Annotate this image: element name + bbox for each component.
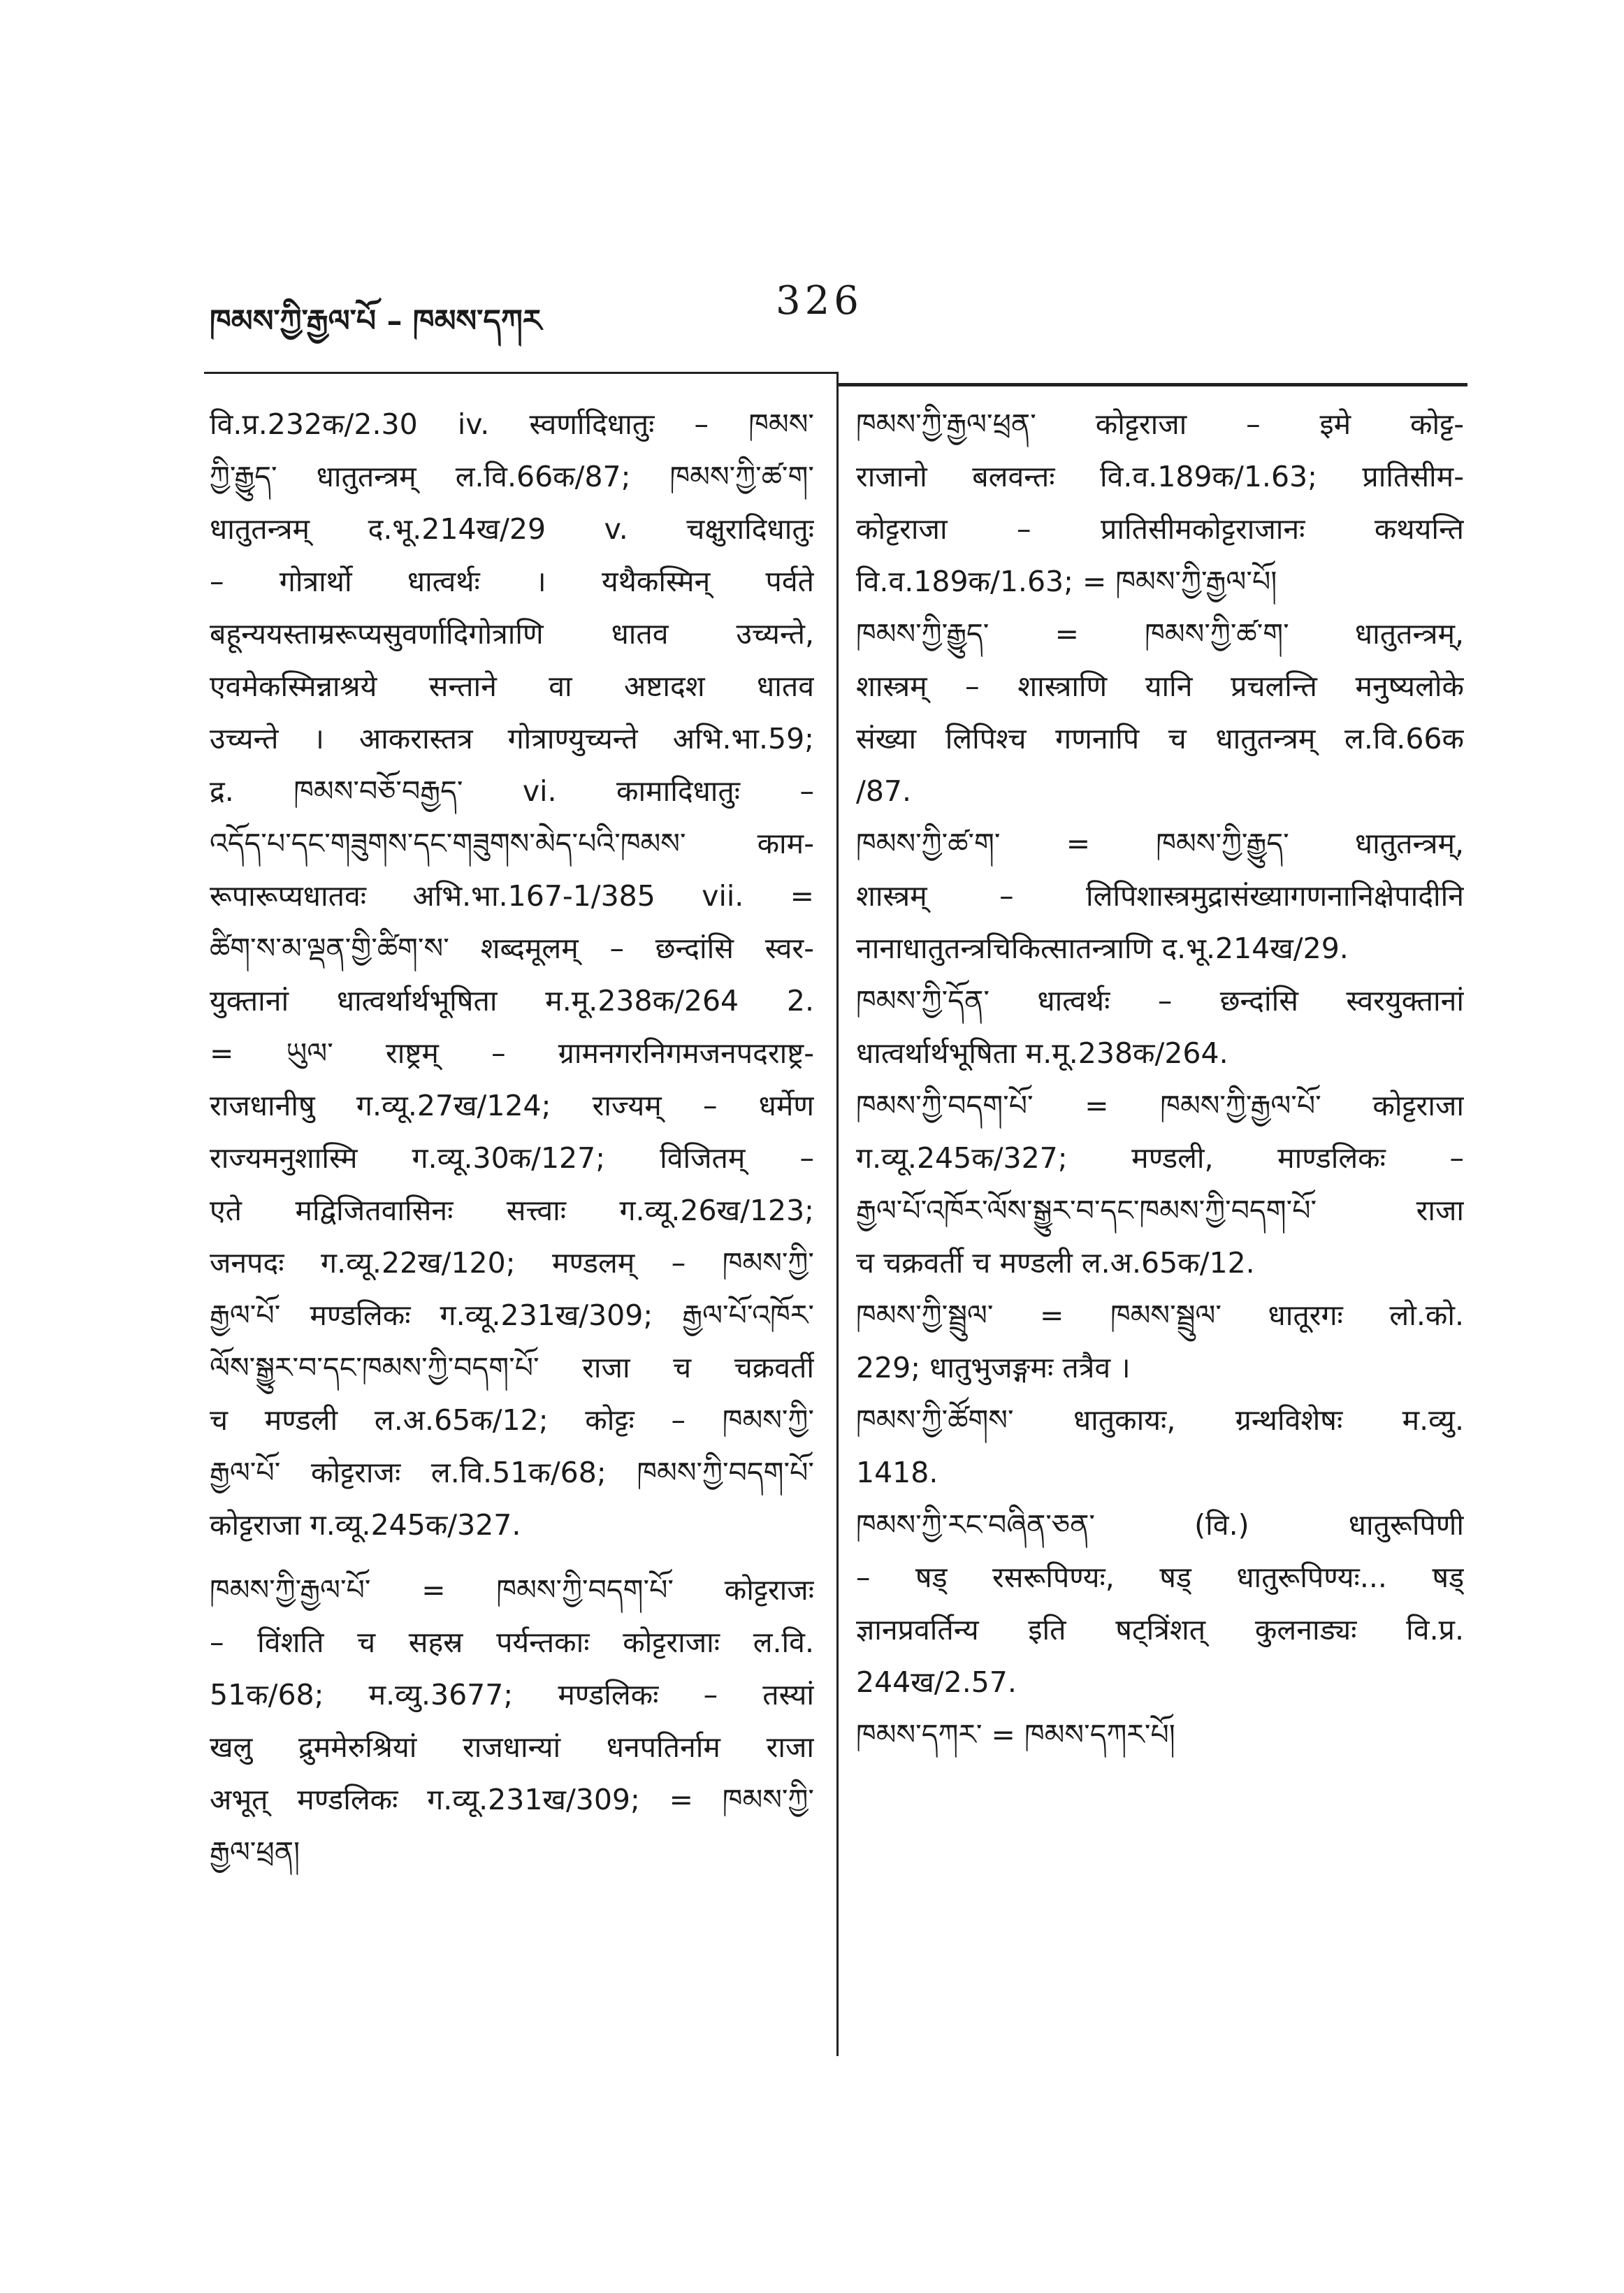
- text-line: उच्यन्ते । आकरास्तत्र गोत्राण्युच्यन्ते अभि.भा.59;: [210, 722, 814, 755]
- column-divider: [836, 372, 839, 2056]
- text-line: 1418.: [856, 1456, 938, 1489]
- text-line: འདོད་པ་དང་གཟུགས་དང་གཟུགས་མེད་པའི་ཁམས་ काम-: [210, 827, 814, 860]
- text-line: = ཡུལ་ राष्ट्रम् – ग्रामनगरनिगमजनपदराष्ट्र-: [210, 1036, 814, 1070]
- text-line: – विंशति च सहस्र पर्यन्तकाः कोट्टराजाः ल.वि.: [210, 1626, 814, 1659]
- text-line: धातुतन्त्रम् द.भू.214ख/29 v. चक्षुरादिधातुः: [210, 512, 814, 546]
- text-line: शास्त्रम् – लिपिशास्त्रमुद्रासंख्यागणनानिक्षेपादीनि: [856, 879, 1464, 913]
- entry-headword-line: ཁམས་ཀྱི་རང་བཞིན་ཅན་ (वि.) धातुरूपिणी: [856, 1508, 1464, 1542]
- entry-headword-line: ཁམས་ཀྱི་བདག་པོ་ = ཁམས་ཀྱི་རྒྱལ་པོ་ कोट्टराजा: [856, 1089, 1464, 1122]
- text-line: – षड् रसरूपिण्यः, षड् धातुरूपिण्यः... षड्: [856, 1561, 1464, 1594]
- entry-headword-line: ཁམས་ཀྱི་ཚོགས་ धातुकायः, ग्रन्थविशेषः म.व्यु.: [856, 1403, 1464, 1437]
- text-line: राज्यमनुशास्मि ग.व्यू.30क/127; विजितम् –: [210, 1141, 814, 1175]
- text-line: च चक्रवर्ती च मण्डली ल.अ.65क/12.: [856, 1246, 1255, 1280]
- left-column: [210, 398, 814, 1879]
- entry-headword-line: ཁམས་ཀྱི་སྦྲུལ་ = ཁམས་སྦྲུལ་ धातूरगः लो.को.: [856, 1299, 1464, 1332]
- text-line: /87.: [856, 774, 912, 808]
- text-line: शास्त्रम् – शास्त्राणि यानि प्रचलन्ति मनुष्यलोके: [856, 670, 1464, 703]
- text-line: रूपारूप्यधातवः अभि.भा.167-1/385 vii. =: [210, 879, 814, 913]
- text-line: कोट्टराजा – प्रातिसीमकोट्टराजानः कथयन्ति: [856, 512, 1464, 546]
- header-rule-right: [839, 383, 1467, 386]
- right-column: [856, 398, 1464, 1761]
- text-line: बहून्ययस्ताम्ररूप्यसुवर्णादिगोत्राणि धातव उच्यन्ते,: [210, 617, 814, 651]
- text-line: कोट्टराजा ग.व्यू.245क/327.: [210, 1508, 521, 1542]
- header-rule-left: [204, 372, 836, 374]
- entry-headword-line: ཁམས་ཀྱི་རྒྱུད་ = ཁམས་ཀྱི་ཚ་ག་ धातुतन्त्रम्,: [856, 617, 1464, 651]
- text-line: संख्या लिपिश्च गणनापि च धातुतन्त्रम् ल.वि.66क: [856, 722, 1464, 755]
- text-line: རྒྱལ་པོ་ मण्डलिकः ग.व्यू.231ख/309; རྒྱལ་པོ་འཁོར་: [210, 1299, 814, 1332]
- text-line: ཚིག་ས་མ་ལྡན་གྱི་ཚིག་ས་ शब्दमूलम् – छन्दांसि स्वर-: [210, 932, 814, 965]
- text-line: युक्तानां धात्वर्थार्थभूषिता म.मू.238क/264 2.: [210, 984, 814, 1018]
- text-line: द्र. ཁམས་བཅོ་བརྒྱད་ vi. कामादिधातुः –: [210, 774, 814, 808]
- text-line: ཀྱི་རྒྱུད་ धातुतन्त्रम् ल.वि.66क/87; ཁམས་ཀྱི་ཚ་ག་: [210, 460, 814, 493]
- entry-headword-line: ཁམས་ཀྱི་ཚ་ག་ = ཁམས་ཀྱི་རྒྱུད་ धातुतन्त्रम्,: [856, 827, 1464, 860]
- text-line: एवमेकस्मिन्नाश्रये सन्ताने वा अष्टादश धातव: [210, 670, 814, 703]
- text-line: जनपदः ग.व्यू.22ख/120; मण्डलम् – ཁམས་ཀྱི་: [210, 1246, 814, 1280]
- text-line: ལོས་སྒྱུར་བ་དང་ཁམས་ཀྱི་བདག་པོ་ राजा च चक्रवर्ती: [210, 1351, 814, 1384]
- text-line: नानाधातुतन्त्रचिकित्सातन्त्राणि द.भू.214ख/29.: [856, 932, 1349, 965]
- entry-headword-line: ཁམས་ཀྱི་རྒྱལ་ཕྲན་ कोट्टराजा – इमे कोट्ट-: [856, 407, 1464, 441]
- text-line: अभूत् मण्डलिकः ग.व्यू.231ख/309; = ཁམས་ཀྱི་: [210, 1783, 814, 1816]
- entry-gap: [210, 1551, 814, 1564]
- running-head: ཁམས་ཀྱི་རྒྱལ་པོ – ཁམས་དཀར: [210, 303, 542, 339]
- text-line: एते मद्विजितवासिनः सत्त्वाः ग.व्यू.26ख/123;: [210, 1194, 814, 1227]
- text-line: རྒྱལ་པོ་འཁོར་ལོས་སྒྱུར་བ་དང་ཁམས་ཀྱི་བདག་པོ་ राजा: [856, 1194, 1464, 1227]
- entry-headword-line: ཁམས་ཀྱི་དོན་ धात्वर्थः – छन्दांसि स्वरयुक्तानां: [856, 984, 1464, 1018]
- text-line: རྒྱལ་པོ་ कोट्टराजः ल.वि.51क/68; ཁམས་ཀྱི་བདག་པོ་: [210, 1456, 814, 1489]
- text-line: वि.व.189क/1.63; = ཁམས་ཀྱི་རྒྱལ་པོ།: [856, 565, 1277, 598]
- text-line: खलु द्रुममेरुश्रियां राजधान्यां धनपतिर्नाम राजा: [210, 1730, 814, 1764]
- page-number: 326: [776, 278, 863, 324]
- entry-headword-line: ཁམས་ཀྱི་རྒྱལ་པོ་ = ཁམས་ཀྱི་བདག་པོ་ कोट्टराजः: [210, 1573, 814, 1607]
- text-line: 244ख/2.57.: [856, 1665, 1017, 1699]
- text-line: ग.व्यू.245क/327; मण्डली, माण्डलिकः –: [856, 1141, 1464, 1175]
- text-line: ज्ञानप्रवर्तिन्य इति षट्त्रिंशत् कुलनाड्यः वि.प्र.: [856, 1613, 1464, 1647]
- text-line: धात्वर्थार्थभूषिता म.मू.238क/264.: [856, 1036, 1228, 1070]
- text-line: वि.प्र.232क/2.30 iv. स्वर्णादिधातुः – ཁམས་: [210, 407, 814, 441]
- text-line: राजानो बलवन्तः वि.व.189क/1.63; प्रातिसीम-: [856, 460, 1464, 493]
- text-line: 229; धातुभुजङ्गमः तत्रैव ।: [856, 1351, 1131, 1384]
- text-line: – गोत्रार्थो धात्वर्थः । यथैकस्मिन् पर्वते: [210, 565, 814, 598]
- entry-headword-line: ཁམས་དཀར་ = ཁམས་དཀར་པོ།: [856, 1718, 1175, 1751]
- text-line: 51क/68; म.व्यु.3677; मण्डलिकः – तस्यां: [210, 1678, 814, 1712]
- text-line: च मण्डली ल.अ.65क/12; कोट्टः – ཁམས་ཀྱི་: [210, 1403, 814, 1437]
- text-line: राजधानीषु ग.व्यू.27ख/124; राज्यम् – धर्मेण: [210, 1089, 814, 1122]
- text-line: རྒྱལ་ཕྲན།: [210, 1835, 300, 1869]
